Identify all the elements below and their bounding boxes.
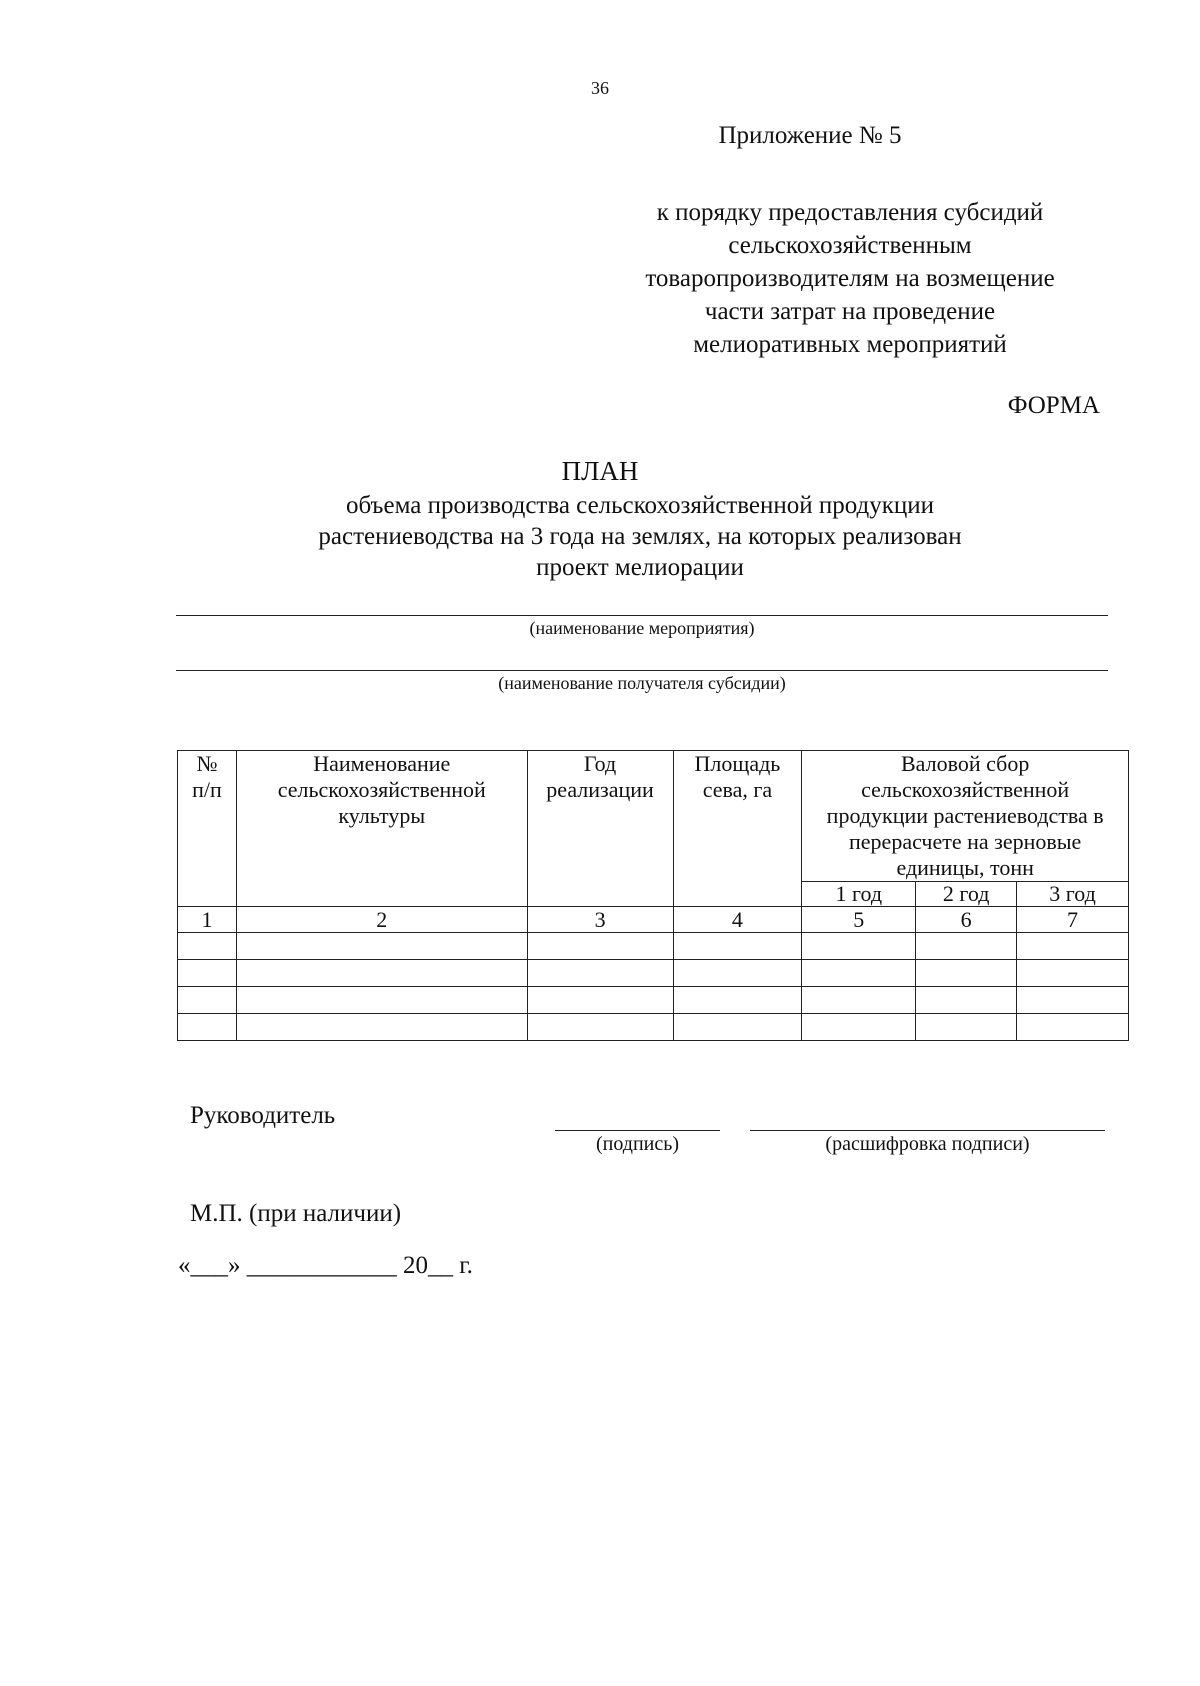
signature-decode-caption: (расшифровка подписи) <box>825 1133 1030 1155</box>
recipient-name-caption: (наименование получателя субсидии) <box>498 673 786 693</box>
table-cell[interactable] <box>916 933 1017 960</box>
table-cell[interactable] <box>1017 987 1129 1014</box>
appendix-description: к порядку предоставления субсидий сельскохозяйственным товаропроизводителям на возмещение части затрат на проведение мелиоративных мероприятий <box>645 199 1055 358</box>
column-number: 6 <box>916 907 1017 933</box>
table-cell[interactable] <box>673 987 802 1014</box>
header-num: № п/п <box>178 751 237 907</box>
table-cell[interactable] <box>673 960 802 987</box>
recipient-name-line <box>176 670 1108 671</box>
table-row <box>178 960 1129 987</box>
date-line: «___» ____________ 20__ г. <box>178 1252 473 1279</box>
table-cell[interactable] <box>916 1014 1017 1041</box>
column-number: 4 <box>673 907 802 933</box>
table-cell[interactable] <box>802 987 916 1014</box>
table-cell[interactable] <box>916 987 1017 1014</box>
table-cell[interactable] <box>527 933 673 960</box>
table-cell[interactable] <box>236 1014 527 1041</box>
table-header-row <box>178 751 1129 882</box>
table-cell[interactable] <box>802 933 916 960</box>
stamp-label: М.П. (при наличии) <box>190 1200 402 1227</box>
plan-subtitle: объема производства сельскохозяйственной продукции растениеводства на 3 года на землях, на которых реализован проект мелиорации <box>318 492 962 581</box>
signature-decode-line[interactable] <box>750 1130 1105 1131</box>
table-cell[interactable] <box>527 1014 673 1041</box>
table-row <box>178 1014 1129 1041</box>
table-cell[interactable] <box>178 960 237 987</box>
table-cell[interactable] <box>236 933 527 960</box>
table-cell[interactable] <box>236 960 527 987</box>
header-year-3: 3 год <box>1017 882 1129 907</box>
signature-caption: (подпись) <box>595 1133 680 1155</box>
table-cell[interactable] <box>1017 933 1129 960</box>
column-number: 7 <box>1017 907 1129 933</box>
header-year-1: 1 год <box>802 882 916 907</box>
column-number: 1 <box>178 907 237 933</box>
table-cell[interactable] <box>178 933 237 960</box>
appendix-title: Приложение № 5 <box>718 122 902 149</box>
table-row <box>178 987 1129 1014</box>
plan-table <box>177 750 1129 1041</box>
event-name-line <box>176 615 1108 616</box>
column-number: 3 <box>527 907 673 933</box>
header-gross-yield: Валовой сбор сельскохозяйственной продукции растениеводства в перерасчете на зерновые единицы, тонн <box>802 751 1129 882</box>
page-number: 36 <box>591 78 609 98</box>
table-cell[interactable] <box>673 1014 802 1041</box>
signature-line[interactable] <box>555 1130 720 1131</box>
table-row <box>178 933 1129 960</box>
table-cell[interactable] <box>527 987 673 1014</box>
column-number-row <box>178 907 1129 933</box>
signer-role: Руководитель <box>190 1102 336 1129</box>
header-area: Площадь сева, га <box>673 751 802 907</box>
table-cell[interactable] <box>916 960 1017 987</box>
table-cell[interactable] <box>178 1014 237 1041</box>
table-cell[interactable] <box>527 960 673 987</box>
table-cell[interactable] <box>1017 1014 1129 1041</box>
table-cell[interactable] <box>236 987 527 1014</box>
header-year-2: 2 год <box>916 882 1017 907</box>
column-number: 5 <box>802 907 916 933</box>
header-year: Год реализации <box>527 751 673 907</box>
table-cell[interactable] <box>1017 960 1129 987</box>
table-cell[interactable] <box>178 987 237 1014</box>
plan-title: ПЛАН <box>561 456 639 486</box>
form-label: ФОРМА <box>1007 392 1100 419</box>
event-name-caption: (наименование мероприятия) <box>529 618 755 638</box>
table-cell[interactable] <box>673 933 802 960</box>
table-cell[interactable] <box>802 1014 916 1041</box>
column-number: 2 <box>236 907 527 933</box>
table-cell[interactable] <box>802 960 916 987</box>
header-crop: Наименование сельскохозяйственной культуры <box>236 751 527 907</box>
